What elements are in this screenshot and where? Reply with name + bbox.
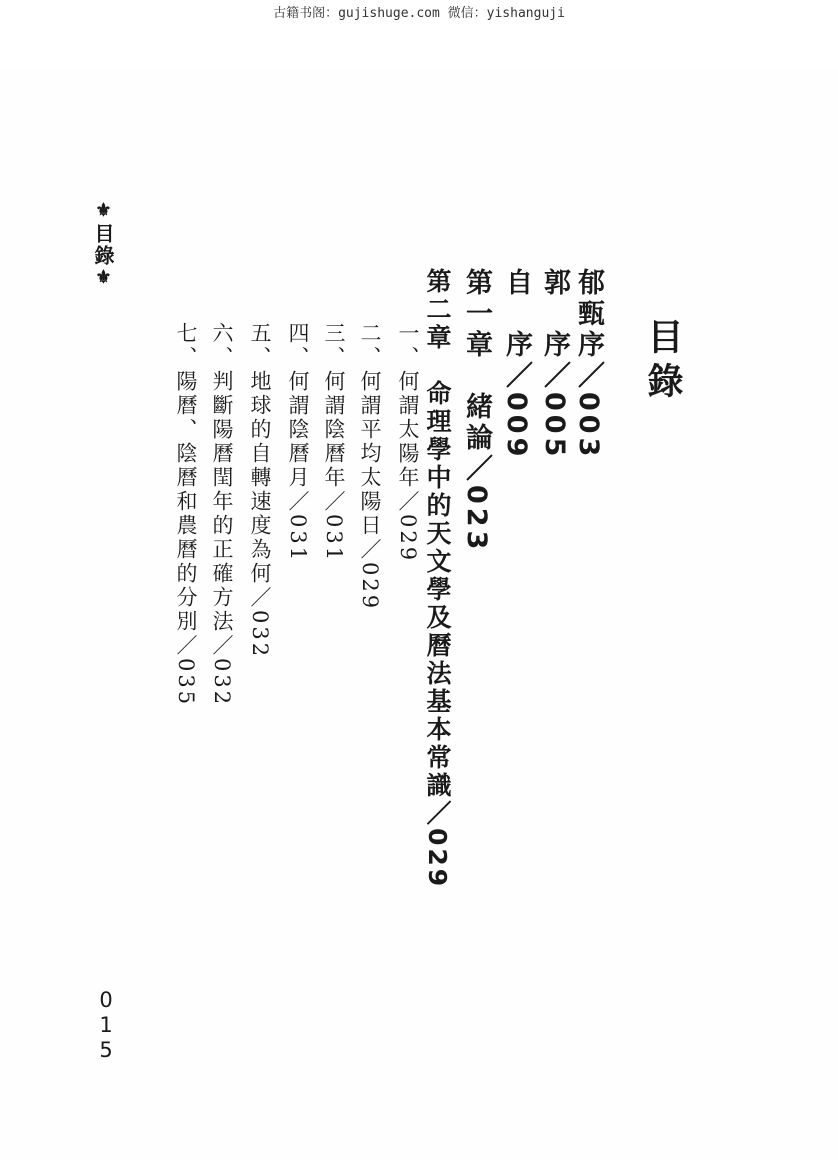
toc-entry-title: 七、陽曆、陰曆和農曆的分別 xyxy=(174,322,198,634)
toc-subentry xyxy=(175,322,196,707)
toc-entry-title: 郭 序 xyxy=(539,268,570,361)
toc-entry-title: 三、何謂陰曆年 xyxy=(322,322,346,490)
toc-separator: ／ xyxy=(286,490,310,514)
toc-entry-title: 郁甄序 xyxy=(573,268,604,361)
toc-page-number: 005 xyxy=(539,392,570,461)
toc-entry xyxy=(575,268,602,460)
toc-subentry xyxy=(249,322,270,659)
toc-page-number: 029 xyxy=(423,828,452,890)
toc-entry-title: 五、地球的自轉速度為何 xyxy=(248,322,272,586)
folio-digit: 0 xyxy=(99,988,113,1012)
toc-separator: ／ xyxy=(248,586,272,610)
toc-entry xyxy=(463,268,490,553)
toc-page-number: 009 xyxy=(501,392,532,461)
toc-subentry xyxy=(323,322,344,563)
toc-subentry xyxy=(287,322,308,563)
toc-entry-title: 第一章 緒論 xyxy=(461,268,492,454)
toc-page-number: 031 xyxy=(286,514,310,564)
toc-entry-title: 六、判斷陽曆閏年的正確方法 xyxy=(210,322,234,634)
toc-page-number: 032 xyxy=(210,658,234,708)
toc-page-number: 035 xyxy=(174,658,198,708)
toc-entry xyxy=(425,268,450,889)
toc-entry-title: 二、何謂平均太陽日 xyxy=(358,322,382,538)
fleur-ornament-icon: ⚜ xyxy=(93,267,114,290)
toc-subentry xyxy=(397,322,418,563)
toc-entry-title: 四、何謂陰曆月 xyxy=(286,322,310,490)
toc-subentry xyxy=(211,322,232,707)
page-background xyxy=(0,70,838,1160)
page-folio xyxy=(96,988,116,1063)
toc-entry-title: 一、何謂太陽年 xyxy=(396,322,420,490)
toc-subentry xyxy=(359,322,380,611)
toc-page-number: 003 xyxy=(573,392,604,461)
watermark-text: 古籍书阁：gujishuge.com 微信：yishanguji xyxy=(273,6,565,21)
toc-separator: ／ xyxy=(423,800,452,828)
page-title: 目錄 xyxy=(642,318,683,406)
folio-digit: 1 xyxy=(99,1013,113,1037)
toc-entry-title: 第二章 命理學中的天文學及曆法基本常識 xyxy=(423,268,452,800)
toc-separator: ／ xyxy=(396,490,420,514)
toc-separator: ／ xyxy=(461,454,492,485)
toc-separator: ／ xyxy=(501,361,532,392)
toc-separator: ／ xyxy=(322,490,346,514)
toc-page-number: 029 xyxy=(358,562,382,612)
toc-separator: ／ xyxy=(174,634,198,658)
toc-page-number: 032 xyxy=(248,610,272,660)
toc-page-number: 031 xyxy=(322,514,346,564)
toc-separator: ／ xyxy=(539,361,570,392)
toc-separator: ／ xyxy=(210,634,234,658)
folio-digit: 5 xyxy=(99,1038,113,1062)
running-header xyxy=(89,200,118,290)
toc-separator: ／ xyxy=(573,361,604,392)
toc-entry-title: 自 序 xyxy=(501,268,532,361)
toc-separator: ／ xyxy=(358,538,382,562)
toc-entry xyxy=(503,268,530,460)
fleur-ornament-icon: ⚜ xyxy=(93,200,114,223)
running-header-text: 目錄 xyxy=(91,223,115,267)
toc-page-number: 023 xyxy=(461,485,492,554)
toc-entry xyxy=(541,268,568,460)
toc-page-number: 029 xyxy=(396,514,420,564)
